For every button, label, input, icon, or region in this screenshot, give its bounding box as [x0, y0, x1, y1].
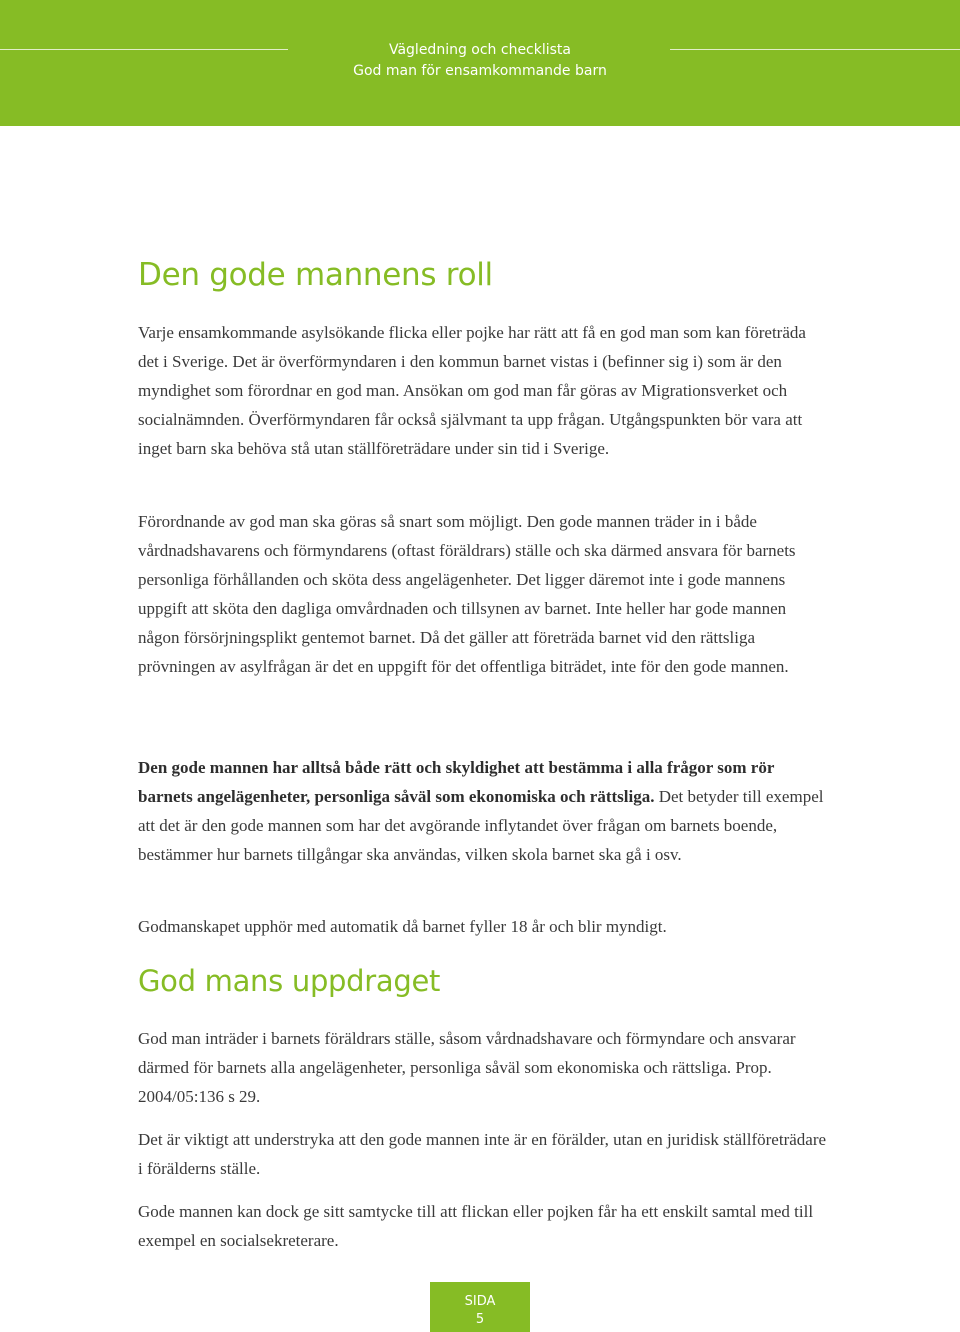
paragraph-uppdraget-1: God man inträder i barnets föräldrars ställe, såsom vårdnadshavare och förmyndare och ansvarar därmed för barnets alla angelägenheter, personliga såväl som ekonomiska och rättsliga. Prop. 2004/05:136 s 29. — [138, 1029, 796, 1106]
header-title: Vägledning och checklista — [388, 42, 572, 58]
header-subtitle: God man för ensamkommande barn — [353, 63, 607, 79]
paragraph-roll-3-bold: Den gode mannen har alltså både rätt och skyldighet att bestämma i alla frågor som rör barnets angelägenheter, personliga såväl som ekonomiska och rättsliga. — [138, 758, 775, 806]
section-heading-roll: Den gode mannens roll — [138, 257, 493, 293]
paragraph-roll-4: Godmanskapet upphör med automatik då barnet fyller 18 år och blir myndigt. — [138, 917, 667, 936]
page-label: SIDA — [464, 1294, 496, 1309]
page-number: 5 — [475, 1312, 485, 1327]
page-number-badge — [430, 1282, 530, 1332]
paragraph-uppdraget-3: Gode mannen kan dock ge sitt samtycke till att flickan eller pojken får ha ett enskilt samtal med till exempel en socialsekreterare. — [138, 1202, 814, 1250]
paragraph-uppdraget-2: Det är viktigt att understryka att den gode mannen inte är en förälder, utan en juridisk ställföreträdare i förälderns ställe. — [138, 1130, 827, 1178]
paragraph-roll-3-rest: Det betyder till exempel att det är den gode mannen som har det avgörande inflytandet över frågan om barnets boende, bestämmer hur barnets tillgångar ska användas, vilken skola barnet ska gå i osv. — [138, 787, 824, 864]
paragraph-roll-2: Förordnande av god man ska göras så snart som möjligt. Den gode mannen träder in i både vårdnadshavarens och förmyndarens (oftast föräldrars) ställe och ska därmed ansvara för barnets personliga förhållanden och sköta dess angelägenheter. Det ligger däremot inte i gode mannens uppgift att sköta den dagliga omvårdnaden och tillsynen av barnet. Inte heller har gode mannen någon försörjningsplikt gentemot barnet. Då det gäller att företräda barnet vid den rättsliga prövningen av asylfrågan är det en uppgift för det offentliga biträdet, inte för den gode mannen. — [138, 512, 796, 676]
paragraph-roll-3 — [138, 753, 828, 869]
page-header — [0, 0, 960, 126]
section-heading-uppdraget: God mans uppdraget — [138, 964, 441, 998]
paragraph-roll-1: Varje ensamkommande asylsökande flicka eller pojke har rätt att få en god man som kan företräda det i Sverige. Det är överförmyndaren i den kommun barnet vistas i (befinner sig i) som är den myndighet som förordnar en god man. Ansökan om god man får göras av Migrationsverket och socialnämnden. Överförmyndaren får också självmant ta upp frågan. Utgångspunkten bör vara att inget barn ska behöva stå utan ställföreträdare under sin tid i Sverige. — [138, 323, 806, 458]
